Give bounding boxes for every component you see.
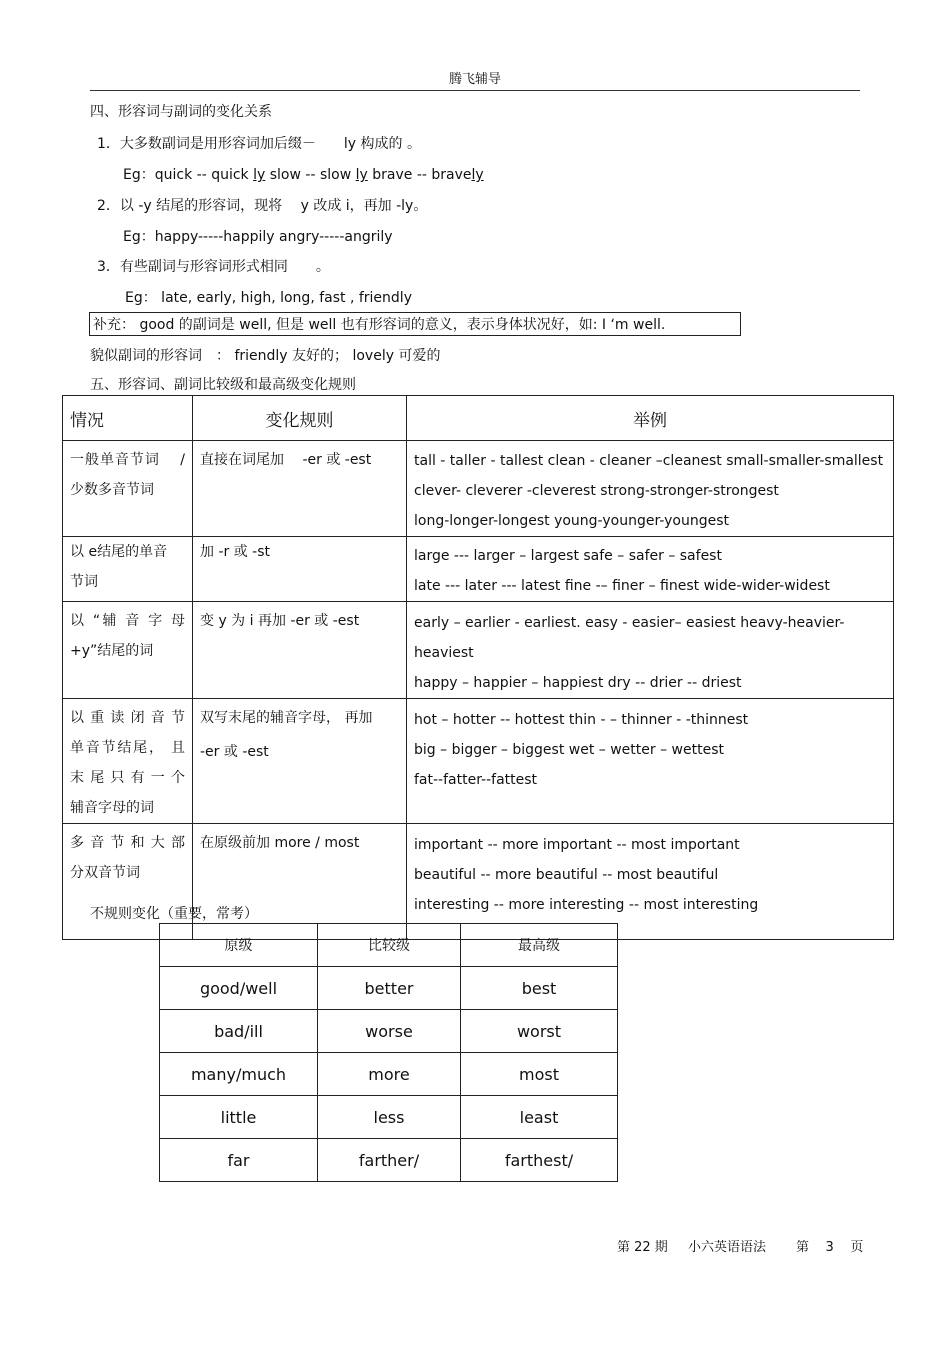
- table-row: [63, 441, 894, 537]
- table-cell: most: [461, 1053, 618, 1096]
- rule-item-1: 1．大多数副词是用形容词加后缀－ ly 构成的 。: [97, 136, 421, 152]
- example-2: Eg：happy-----happily angry-----angrily: [123, 229, 393, 245]
- example-line: important -- more important -- most important: [414, 837, 740, 853]
- col-base-form: 原级: [160, 924, 318, 967]
- situation-line: 一般单音节词 /: [70, 452, 185, 468]
- table-cell: far: [160, 1139, 318, 1182]
- table-row: [160, 1053, 618, 1096]
- situation-line: 分双音节词: [70, 865, 140, 881]
- table-cell: little: [160, 1096, 318, 1139]
- situation-line: 以 重 读 闭 音 节: [70, 710, 185, 726]
- situation-line: 末 尾 只 有 一 个: [70, 770, 185, 786]
- table-cell: farthest/: [461, 1139, 618, 1182]
- supplement-note: 补充： good 的副词是 well, 但是 well 也有形容词的意义，表示身体状况好，如: I ‘m well.: [89, 312, 741, 336]
- situation-line: +y”结尾的词: [70, 643, 154, 659]
- example-line: interesting -- more interesting -- most interesting: [414, 897, 759, 913]
- situation-line: 节词: [70, 574, 98, 590]
- table-cell: better: [318, 967, 461, 1010]
- example-line: happy – happier – happiest dry -- drier -- driest: [414, 675, 742, 691]
- rule-line: 在原级前加 more / most: [200, 835, 360, 851]
- footer-issue: 第 22 期: [617, 1240, 668, 1255]
- section5-heading: 五、形容词、副词比较级和最高级变化规则: [90, 377, 356, 393]
- rule-line: -er 或 -est: [200, 744, 269, 760]
- rule-line: 变 y 为 i 再加 -er 或 -est: [200, 613, 360, 629]
- situation-line: 少数多音节词: [70, 482, 154, 498]
- irregular-forms-table: [159, 923, 618, 1182]
- situation-line: 辅音字母的词: [70, 800, 154, 816]
- header-rule: [90, 90, 860, 91]
- table-row: [160, 1010, 618, 1053]
- footer-subject: 小六英语语法: [688, 1240, 767, 1255]
- page-header-title: 腾飞辅导: [448, 72, 501, 87]
- table-row: [160, 1139, 618, 1182]
- table-header-row: [63, 396, 894, 441]
- table-cell: more: [318, 1053, 461, 1096]
- col-comparative: 比较级: [318, 924, 461, 967]
- example-line: clever- cleverer -cleverest strong-stronger-strongest: [414, 483, 779, 499]
- example-line: beautiful -- more beautiful -- most beautiful: [414, 867, 719, 883]
- rule-line: 加 -r 或 -st: [200, 544, 270, 560]
- situation-line: 以 e结尾的单音: [70, 544, 168, 560]
- pseudo-adverb-adjectives: 貌似副词的形容词 ： friendly 友好的； lovely 可爱的: [90, 348, 441, 364]
- table-cell: best: [461, 967, 618, 1010]
- example-line: late --- later --- latest fine -– finer – finest wide-wider-widest: [414, 578, 830, 594]
- comparison-rules-table: [62, 395, 894, 940]
- section4-heading: 四、形容词与副词的变化关系: [90, 104, 272, 120]
- irregular-header-row: [160, 924, 618, 967]
- example-line: hot – hotter -- hottest thin - – thinner - -thinnest: [414, 712, 749, 728]
- irregular-heading: 不规则变化（重要，常考）: [90, 906, 258, 922]
- footer-page: 第 3 页: [796, 1240, 864, 1255]
- table-cell: bad/ill: [160, 1010, 318, 1053]
- table-row: [160, 1096, 618, 1139]
- situation-line: 单音节结尾， 且: [70, 740, 185, 756]
- table-row: [63, 699, 894, 824]
- col-situation: 情况: [63, 396, 193, 441]
- situation-line: 多 音 节 和 大 部: [70, 835, 185, 851]
- rule-item-3: 3．有些副词与形容词形式相同 。: [97, 259, 330, 275]
- example-line: long-longer-longest young-younger-youngest: [414, 513, 729, 529]
- col-examples: 举例: [407, 396, 894, 441]
- col-rule: 变化规则: [193, 396, 407, 441]
- example-line: tall - taller - tallest clean - cleaner –cleanest small-smaller-smallest: [414, 453, 884, 469]
- table-cell: many/much: [160, 1053, 318, 1096]
- example-line: fat--fatter--fattest: [414, 772, 538, 788]
- table-row: [160, 967, 618, 1010]
- example-line: big – bigger – biggest wet – wetter – wettest: [414, 742, 724, 758]
- table-cell: farther/: [318, 1139, 461, 1182]
- example-line: large --- larger – largest safe – safer – safest: [414, 548, 722, 564]
- table-cell: worse: [318, 1010, 461, 1053]
- table-cell: less: [318, 1096, 461, 1139]
- example-line: early – earlier - earliest. easy - easier– easiest heavy-heavier-heaviest: [414, 615, 845, 661]
- rule-item-2: 2．以 -y 结尾的形容词，现将 y 改成 i，再加 -ly。: [97, 198, 428, 214]
- example-3: Eg： late, early, high, long, fast , friendly: [125, 290, 412, 306]
- table-row: [63, 537, 894, 602]
- situation-line: 以 “辅 音 字 母: [70, 613, 185, 629]
- table-cell: worst: [461, 1010, 618, 1053]
- col-superlative: 最高级: [461, 924, 618, 967]
- table-cell: good/well: [160, 967, 318, 1010]
- table-row: [63, 602, 894, 699]
- example-1: Eg：quick -- quick ly slow -- slow ly brave -- bravely: [123, 167, 484, 183]
- table-cell: least: [461, 1096, 618, 1139]
- rule-line: 直接在词尾加 -er 或 -est: [200, 452, 372, 468]
- rule-line: 双写末尾的辅音字母， 再加: [200, 710, 373, 726]
